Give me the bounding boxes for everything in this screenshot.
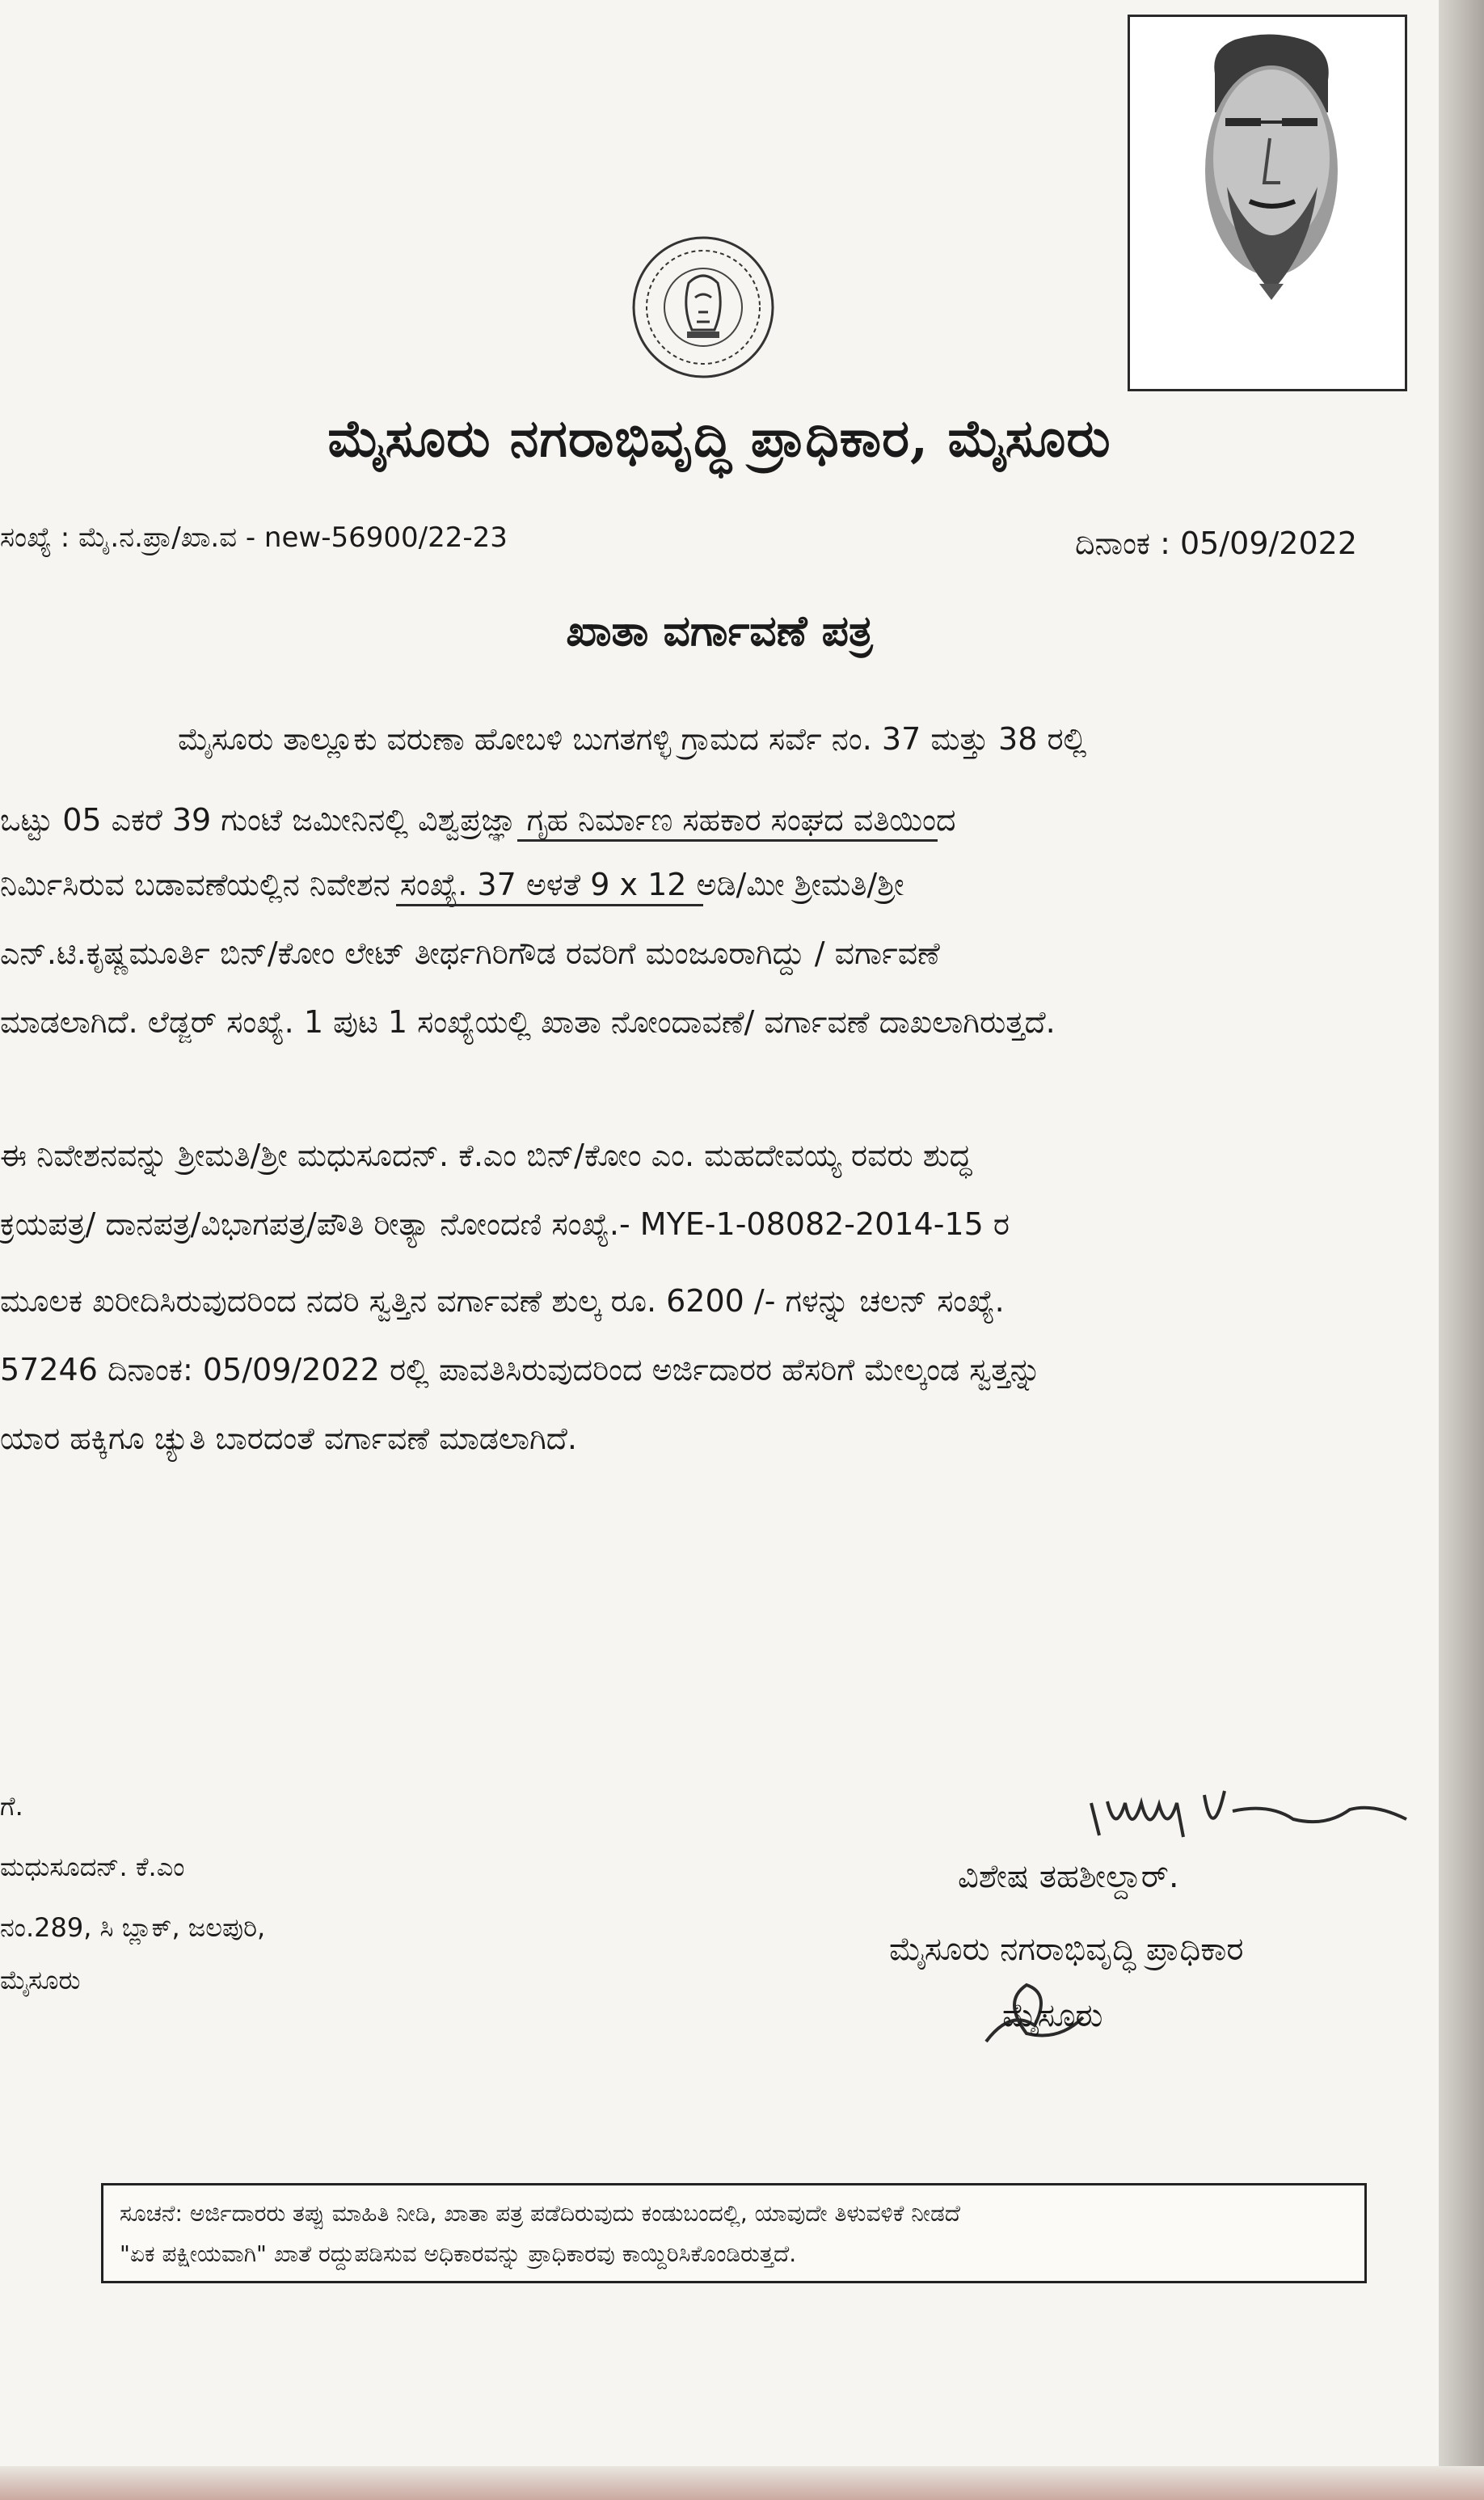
body-line: ಎನ್.ಟಿ.ಕೃಷ್ಣಮೂರ್ತಿ ಬಿನ್/ಕೋಂ ಲೇಟ್ ತೀರ್ಥಗಿರಿಗೌಡ ರವರಿಗೆ ಮಂಜೂರಾಗಿದ್ದು / ವರ್ಗಾವಣೆ: [0, 935, 940, 971]
authority-seal-emblem: [630, 234, 776, 380]
handwritten-underline: [396, 904, 703, 906]
recipient-name: ಮಧುಸೂದನ್. ಕೆ.ಎಂ: [0, 1852, 185, 1882]
signatory-city: ಮೈಸೂರು: [1002, 1997, 1103, 2034]
signature-block: [881, 1779, 1431, 2070]
bottom-shadow: [0, 2466, 1484, 2500]
body-line: ಕ್ರಯಪತ್ರ/ ದಾನಪತ್ರ/ವಿಭಾಗಪತ್ರ/ಪೌತಿ ರೀತ್ಯಾ ನೋಂದಣಿ ಸಂಖ್ಯೆ.- MYE-1-08082-2014-15 ರ: [0, 1206, 1010, 1242]
notice-line-1: ಸೂಚನೆ: ಅರ್ಜಿದಾರರು ತಪ್ಪು ಮಾಹಿತಿ ನೀಡಿ, ಖಾತಾ ಪತ್ರ ಪಡೆದಿರುವುದು ಕಂಡುಬಂದಲ್ಲಿ, ಯಾವುದೇ ತಿಳುವಳಿಕೆ ನೀಡದೆ: [120, 2200, 960, 2227]
signatory-organisation: ಮೈಸೂರು ನಗರಾಭಿವೃದ್ಧಿ ಪ್ರಾಧಿಕಾರ: [889, 1931, 1244, 1968]
body-line: ಯಾರ ಹಕ್ಕಿಗೂ ಚ್ಯುತಿ ಬಾರದಂತೆ ವರ್ಗಾವಣೆ ಮಾಡಲಾಗಿದೆ.: [0, 1421, 577, 1456]
paper-edge: [1439, 0, 1484, 2500]
signatory-title: ವಿಶೇಷ ತಹಶೀಲ್ದಾರ್.: [958, 1858, 1179, 1895]
org-heading: ಮೈಸೂರು ನಗರಾಭಿವೃದ್ಧಿ ಪ್ರಾಧಿಕಾರ, ಮೈಸೂರು: [327, 408, 1111, 469]
notice-box: [101, 2183, 1367, 2283]
body-line: ಒಟ್ಟು 05 ಎಕರೆ 39 ಗುಂಟೆ ಜಮೀನಿನಲ್ಲಿ ವಿಶ್ವಪ್ರಜ್ಞಾ ಗೃಹ ನಿರ್ಮಾಣ ಸಹಕಾರ ಸಂಘದ ವತಿಯಿಂದ: [0, 802, 956, 838]
recipient-address: ನಂ.289, ಸಿ ಬ್ಲಾಕ್, ಜಲಪುರಿ,: [0, 1912, 266, 1943]
document-date: ದಿನಾಂಕ : 05/09/2022: [1075, 526, 1358, 561]
recipient-city: ಮೈಸೂರು: [0, 1965, 81, 1995]
body-line: ಈ ನಿವೇಶನವನ್ನು ಶ್ರೀಮತಿ/ಶ್ರೀ ಮಧುಸೂದನ್. ಕೆ.ಎಂ ಬಿನ್/ಕೋಂ ಎಂ. ಮಹದೇವಯ್ಯ ರವರು ಶುದ್ಧ: [0, 1138, 972, 1173]
body-line: ಮೂಲಕ ಖರೀದಿಸಿರುವುದರಿಂದ ನದರಿ ಸ್ವತ್ತಿನ ವರ್ಗಾವಣೆ ಶುಲ್ಕ ರೂ. 6200 /- ಗಳನ್ನು ಚಲನ್ ಸಂಖ್ಯೆ.: [0, 1283, 1005, 1319]
recipient-to: ಗೆ.: [0, 1791, 23, 1822]
reference-number: ಸಂಖ್ಯೆ : ಮೈ.ನ.ಪ್ರಾ/ಖಾ.ವ - new-56900/22-23: [0, 522, 508, 554]
body-line: ಮಾಡಲಾಗಿದೆ. ಲೆಡ್ಜರ್ ಸಂಖ್ಯೆ. 1 ಪುಟ 1 ಸಂಖ್ಯೆಯಲ್ಲಿ ಖಾತಾ ನೋಂದಾವಣೆ/ ವರ್ಗಾವಣೆ ದಾಖಲಾಗಿರುತ್ತದೆ.: [0, 1004, 1056, 1040]
handwritten-signature: [1083, 1779, 1423, 1852]
applicant-photo: [1128, 15, 1407, 391]
document-subject: ಖಾತಾ ವರ್ಗಾವಣೆ ಪತ್ರ: [566, 606, 873, 656]
body-line: ನಿರ್ಮಿಸಿರುವ ಬಡಾವಣೆಯಲ್ಲಿನ ನಿವೇಶನ ಸಂಖ್ಯೆ. 37 ಅಳತೆ 9 x 12 ಅಡಿ/ಮೀ ಶ್ರೀಮತಿ/ಶ್ರೀ: [0, 867, 904, 902]
body-line: 57246 ದಿನಾಂಕ: 05/09/2022 ರಲ್ಲಿ ಪಾವತಿಸಿರುವುದರಿಂದ ಅರ್ಜಿದಾರರ ಹೆಸರಿಗೆ ಮೇಲ್ಕಂಡ ಸ್ವತ್ತನ್ನು: [0, 1352, 1042, 1387]
body-line: ಮೈಸೂರು ತಾಲ್ಲೂಕು ವರುಣಾ ಹೋಬಳಿ ಬುಗತಗಳ್ಳಿ ಗ್ರಾಮದ ಸರ್ವೆ ನಂ. 37 ಮತ್ತು 38 ರಲ್ಲಿ: [178, 721, 1087, 757]
notice-line-2: "ಏಕ ಪಕ್ಷೀಯವಾಗಿ" ಖಾತೆ ರದ್ದುಪಡಿಸುವ ಅಧಿಕಾರವನ್ನು ಪ್ರಾಧಿಕಾರವು ಕಾಯ್ದಿರಿಸಿಕೊಂಡಿರುತ್ತದೆ.: [120, 2240, 797, 2267]
handwritten-underline: [517, 839, 938, 842]
